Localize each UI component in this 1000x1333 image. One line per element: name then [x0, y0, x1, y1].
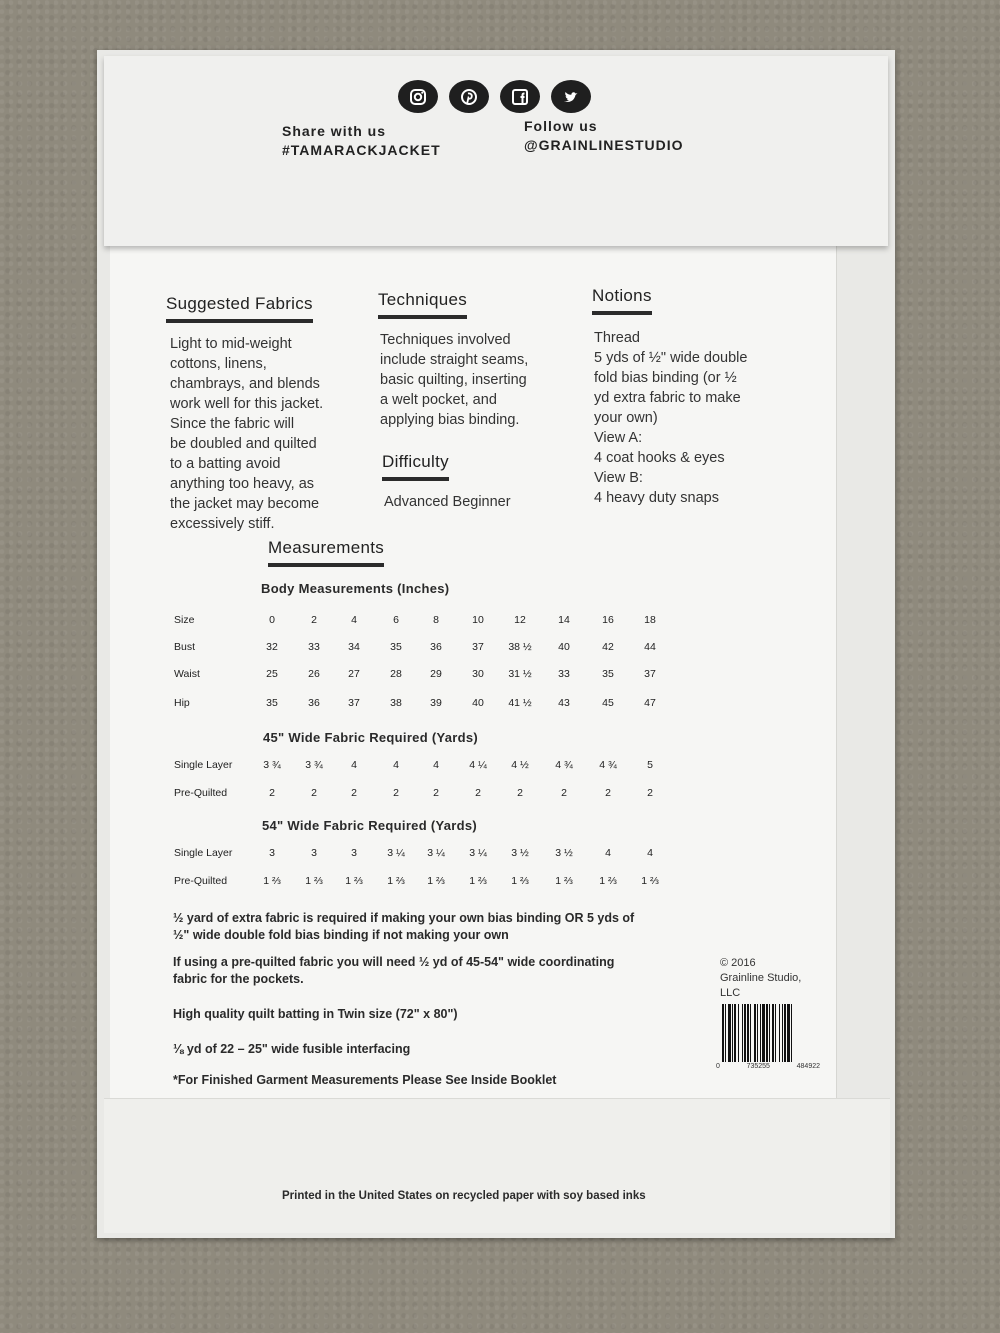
table-cell: 14 [558, 614, 570, 626]
table-cell: 44 [644, 641, 656, 653]
share-label: Share with us [282, 123, 387, 139]
requirement-note: *For Finished Garment Measurements Please See Inside Booklet [173, 1073, 557, 1087]
table-cell: 1 ⅔ [641, 875, 659, 887]
table-cell: 6 [393, 614, 399, 626]
fabrics-line: excessively stiff. [170, 516, 275, 532]
table-cell: 2 [269, 787, 275, 799]
fabrics-line: anything too heavy, as [170, 476, 315, 492]
share-hashtag[interactable]: #TAMARACKJACKET [282, 142, 441, 158]
row-label: Single Layer [174, 847, 233, 859]
table-cell: 1 ⅔ [469, 875, 487, 887]
notions-line: Thread [594, 330, 640, 346]
table-cell: 1 ⅔ [387, 875, 405, 887]
table-cell: 30 [472, 668, 484, 680]
table-cell: 0 [269, 614, 275, 626]
notions-line: fold bias binding (or ½ [594, 370, 737, 386]
fabrics-line: be doubled and quilted [170, 436, 317, 452]
table-cell: 3 ½ [511, 847, 529, 859]
table-cell: 2 [393, 787, 399, 799]
table-cell: 34 [348, 641, 360, 653]
table-cell: 2 [433, 787, 439, 799]
table-cell: 2 [475, 787, 481, 799]
table-cell: 2 [605, 787, 611, 799]
table-cell: 18 [644, 614, 656, 626]
techniques-heading: Techniques [378, 290, 467, 319]
table-cell: 3 ¾ [263, 759, 281, 771]
fabrics-line: Light to mid-weight [170, 336, 292, 352]
body-measurements-title: Body Measurements (Inches) [261, 581, 450, 596]
table-cell: 2 [517, 787, 523, 799]
copyright-notice [720, 956, 801, 1001]
table-cell: 4 ¾ [555, 759, 573, 771]
row-label: Pre-Quilted [174, 787, 228, 799]
table-cell: 2 [647, 787, 653, 799]
row-label: Single Layer [174, 759, 233, 771]
difficulty-heading: Difficulty [382, 452, 449, 481]
table-cell: 47 [644, 697, 656, 709]
table-cell: 43 [558, 697, 570, 709]
table-cell: 1 ⅔ [305, 875, 323, 887]
share-text [282, 122, 441, 160]
table-cell: 16 [602, 614, 614, 626]
measurements-heading: Measurements [268, 538, 384, 567]
table-cell: 31 ½ [508, 668, 532, 680]
table-cell: 2 [311, 787, 317, 799]
table-cell: 8 [433, 614, 439, 626]
table-cell: 37 [348, 697, 360, 709]
table-cell: 45 [602, 697, 614, 709]
table-cell: 40 [558, 641, 570, 653]
fabric-45-title: 45" Wide Fabric Required (Yards) [263, 730, 479, 745]
fabrics-line: work well for this jacket. [170, 396, 324, 412]
fabric-54-title: 54" Wide Fabric Required (Yards) [262, 818, 478, 833]
suggested-fabrics-heading: Suggested Fabrics [166, 294, 313, 323]
copyright-year: © 2016 [720, 957, 756, 969]
table-cell: 3 ¼ [427, 847, 445, 859]
table-cell: 3 ½ [555, 847, 573, 859]
requirement-note: If using a pre-quilted fabric you will need ½ yd of 45-54" wide coordinating fabric for the pockets. [173, 955, 615, 986]
copyright-suffix: LLC [720, 987, 741, 999]
table-cell: 1 ⅔ [263, 875, 281, 887]
fabrics-line: to a batting avoid [170, 456, 281, 472]
notions-line: 4 heavy duty snaps [594, 490, 719, 506]
table-cell: 35 [266, 697, 278, 709]
table-cell: 5 [647, 759, 653, 771]
table-cell: 36 [430, 641, 442, 653]
twitter-icon[interactable] [551, 80, 591, 113]
table-cell: 4 [605, 847, 611, 859]
table-cell: 4 ¼ [469, 759, 487, 771]
table-cell: 2 [561, 787, 567, 799]
table-cell: 1 ⅔ [555, 875, 573, 887]
table-cell: 3 [311, 847, 317, 859]
techniques-line: Techniques involved [380, 332, 511, 348]
requirement-note: ⅛ yd of 22 – 25" wide fusible interfacing [173, 1042, 411, 1056]
techniques-line: applying bias binding. [380, 412, 520, 428]
table-cell: 38 ½ [508, 641, 532, 653]
techniques-line: a welt pocket, and [380, 392, 497, 408]
row-label: Pre-Quilted [174, 875, 228, 887]
fabrics-line: chambrays, and blends [170, 376, 320, 392]
table-cell: 29 [430, 668, 442, 680]
envelope-bottom-band [104, 1098, 890, 1233]
notions-line: 4 coat hooks & eyes [594, 450, 725, 466]
table-cell: 38 [390, 697, 402, 709]
requirement-note: High quality quilt batting in Twin size (72" x 80") [173, 1007, 458, 1021]
table-cell: 4 ½ [511, 759, 529, 771]
table-cell: 2 [311, 614, 317, 626]
techniques-line: include straight seams, [380, 352, 529, 368]
row-label: Size [174, 614, 195, 626]
table-cell: 39 [430, 697, 442, 709]
copyright-company: Grainline Studio, [720, 972, 802, 984]
table-cell: 4 [433, 759, 439, 771]
notions-line: 5 yds of ½" wide double [594, 350, 748, 366]
printed-notice: Printed in the United States on recycled paper with soy based inks [282, 1190, 646, 1202]
fabrics-line: cottons, linens, [170, 356, 267, 372]
barcode-group-2: 484922 [796, 1063, 820, 1070]
table-cell: 4 [393, 759, 399, 771]
table-cell: 33 [308, 641, 320, 653]
table-cell: 37 [644, 668, 656, 680]
requirement-note: ½ yard of extra fabric is required if making your own bias binding OR 5 yds of ½" wide double fold bias binding if not making your own [173, 911, 635, 942]
facebook-icon[interactable] [500, 80, 540, 113]
notions-line: View B: [594, 470, 643, 486]
barcode-group-1: 735255 [746, 1063, 770, 1070]
table-cell: 10 [472, 614, 484, 626]
envelope-flap [104, 56, 888, 246]
notions-text [594, 328, 794, 508]
table-cell: 35 [390, 641, 402, 653]
table-cell: 26 [308, 668, 320, 680]
row-label: Hip [174, 697, 190, 709]
social-icons [398, 80, 591, 113]
table-cell: 28 [390, 668, 402, 680]
follow-handle[interactable]: @GRAINLINESTUDIO [524, 137, 684, 153]
table-cell: 25 [266, 668, 278, 680]
suggested-fabrics-text [170, 334, 370, 534]
table-cell: 42 [602, 641, 614, 653]
table-cell: 3 ¼ [387, 847, 405, 859]
table-cell: 27 [348, 668, 360, 680]
table-cell: 33 [558, 668, 570, 680]
table-cell: 37 [472, 641, 484, 653]
row-label: Bust [174, 641, 196, 653]
table-cell: 32 [266, 641, 278, 653]
row-label: Waist [174, 668, 200, 680]
table-cell: 41 ½ [508, 697, 532, 709]
table-cell: 4 [647, 847, 653, 859]
techniques-line: basic quilting, inserting [380, 372, 527, 388]
pinterest-icon[interactable] [449, 80, 489, 113]
barcode-bar [792, 1004, 794, 1062]
notions-line: your own) [594, 410, 658, 426]
notions-heading: Notions [592, 286, 652, 315]
instagram-icon[interactable] [398, 80, 438, 113]
table-cell: 4 ¾ [599, 759, 617, 771]
barcode-digit: 0 [716, 1063, 720, 1070]
table-cell: 3 [269, 847, 275, 859]
barcode-number [716, 1063, 820, 1070]
table-cell: 4 [351, 759, 357, 771]
fabrics-line: Since the fabric will [170, 416, 295, 432]
table-cell: 1 ⅔ [511, 875, 529, 887]
table-cell: 40 [472, 697, 484, 709]
notions-line: View A: [594, 430, 643, 446]
table-cell: 1 ⅔ [427, 875, 445, 887]
barcode [722, 1004, 818, 1062]
notions-line: yd extra fabric to make [594, 390, 741, 406]
table-cell: 3 ¾ [305, 759, 323, 771]
fabrics-line: the jacket may become [170, 496, 320, 512]
table-cell: 3 ¼ [469, 847, 487, 859]
table-cell: 1 ⅔ [599, 875, 617, 887]
table-cell: 2 [351, 787, 357, 799]
table-cell: 12 [514, 614, 526, 626]
table-cell: 4 [351, 614, 357, 626]
table-cell: 3 [351, 847, 357, 859]
table-cell: 36 [308, 697, 320, 709]
table-cell: 1 ⅔ [345, 875, 363, 887]
difficulty-text: Advanced Beginner [384, 494, 511, 510]
techniques-text [380, 330, 580, 430]
follow-text [524, 117, 684, 155]
follow-label: Follow us [524, 118, 598, 134]
table-cell: 35 [602, 668, 614, 680]
